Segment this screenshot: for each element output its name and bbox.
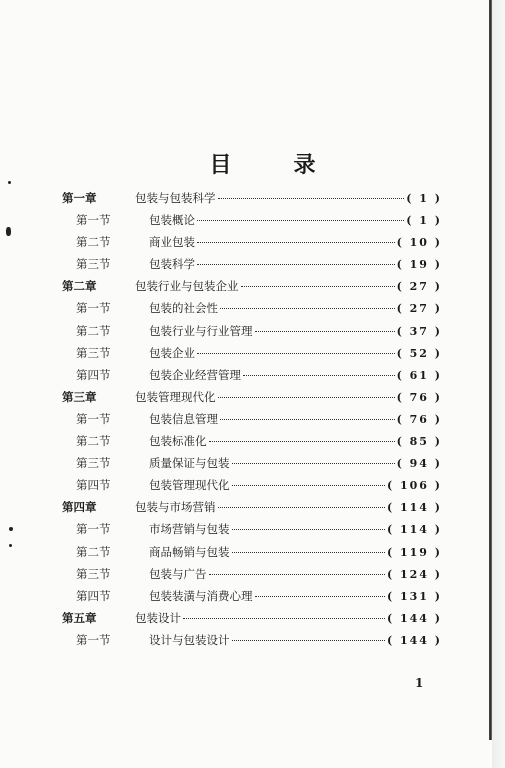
dot-leader (232, 463, 395, 464)
toc-section-row[interactable] (62, 323, 442, 345)
toc-section-row[interactable] (62, 521, 442, 543)
toc-entry-number: 第一章 (62, 191, 97, 205)
toc-section-row[interactable] (62, 433, 442, 455)
toc-section-row[interactable] (62, 345, 442, 367)
toc-entry-number: 第四节 (76, 367, 111, 382)
toc-chapter-row[interactable] (62, 278, 442, 300)
toc-entry-number: 第一节 (76, 301, 111, 316)
toc-entry-number: 第二节 (76, 323, 111, 338)
toc-entry-page: ( 76 ) (396, 412, 442, 426)
toc-entry-number: 第四节 (76, 478, 111, 493)
table-of-contents (62, 190, 442, 654)
page-title (10, 148, 505, 179)
toc-entry-page: ( 76 ) (396, 390, 442, 404)
toc-entry-page: ( 10 ) (396, 236, 442, 250)
dot-leader (183, 618, 385, 619)
toc-entry-page: ( 144 ) (386, 633, 442, 647)
toc-entry-number: 第三节 (76, 456, 111, 471)
toc-entry-title: 包装与包装科学 (135, 191, 216, 205)
toc-chapter-row[interactable] (62, 190, 442, 212)
toc-entry-page: ( 19 ) (396, 258, 442, 272)
dot-leader (220, 419, 395, 420)
toc-section-row[interactable] (62, 212, 442, 234)
toc-section-row[interactable] (62, 477, 442, 499)
dot-leader (220, 308, 395, 309)
toc-entry-number: 第五章 (62, 610, 97, 625)
toc-section-row[interactable] (62, 256, 442, 278)
toc-entry-page: ( 27 ) (396, 302, 442, 316)
toc-entry-page: ( 37 ) (396, 324, 442, 338)
toc-entry-number: 第三节 (76, 345, 111, 360)
toc-entry-title: 商品畅销与包装 (149, 544, 230, 559)
dot-leader (232, 529, 385, 530)
toc-section-row[interactable] (62, 632, 442, 654)
toc-section-row[interactable] (62, 300, 442, 322)
toc-entry-number: 第三节 (76, 566, 111, 581)
toc-entry-title: 包装企业 (149, 345, 195, 360)
toc-entry-page: ( 119 ) (386, 545, 442, 559)
toc-entry-title: 包装管理现代化 (135, 389, 216, 404)
toc-entry-number: 第一节 (76, 632, 111, 647)
toc-entry-number: 第一节 (76, 213, 111, 228)
toc-section-row[interactable] (62, 234, 442, 256)
toc-entry-title: 质量保证与包装 (149, 456, 230, 471)
toc-section-row[interactable] (62, 566, 442, 588)
page-number: 1 (415, 676, 424, 690)
scan-speck (9, 527, 13, 531)
toc-entry-number: 第一节 (76, 411, 111, 426)
dot-leader (243, 375, 395, 376)
toc-section-row[interactable] (62, 411, 442, 433)
scan-speck (6, 227, 11, 236)
toc-entry-number: 第二节 (76, 235, 111, 250)
dot-leader (197, 353, 395, 354)
toc-entry-page: ( 131 ) (386, 589, 442, 603)
toc-chapter-row[interactable] (62, 499, 442, 521)
toc-entry-title: 包装的社会性 (149, 301, 218, 316)
dot-leader (255, 331, 395, 332)
toc-entry-title: 包装概论 (149, 213, 195, 228)
toc-section-row[interactable] (62, 588, 442, 610)
toc-chapter-row[interactable] (62, 389, 442, 411)
dot-leader (241, 286, 395, 287)
toc-entry-title: 包装标准化 (149, 434, 207, 449)
toc-entry-title: 设计与包装设计 (149, 632, 230, 647)
binding-edge (489, 0, 492, 740)
title-char-1: 目 (209, 152, 232, 178)
toc-entry-number: 第四节 (76, 588, 111, 603)
toc-entry-number: 第四章 (62, 500, 97, 515)
toc-entry-page: ( 1 ) (406, 214, 442, 228)
scan-speck (9, 544, 12, 547)
dot-leader (209, 441, 395, 442)
toc-entry-title: 包装与广告 (149, 566, 207, 581)
toc-entry-number: 第二章 (62, 279, 97, 294)
toc-entry-number: 第二节 (76, 544, 111, 559)
dot-leader (255, 596, 385, 597)
toc-entry-page: ( 94 ) (396, 457, 442, 471)
dot-leader (197, 242, 395, 243)
page-edge-shadow (492, 0, 505, 768)
toc-entry-title: 包装装潢与消费心理 (149, 588, 253, 603)
dot-leader (197, 220, 404, 221)
toc-entry-title: 包装与市场营销 (135, 500, 216, 515)
toc-entry-title: 包装设计 (135, 610, 181, 625)
dot-leader (218, 507, 385, 508)
title-char-2: 录 (293, 152, 316, 178)
toc-chapter-row[interactable] (62, 610, 442, 632)
toc-entry-page: ( 85 ) (396, 435, 442, 449)
toc-entry-title: 包装信息管理 (149, 411, 218, 426)
toc-entry-number: 第三节 (76, 257, 111, 272)
toc-entry-page: ( 124 ) (386, 567, 442, 581)
toc-entry-page: ( 144 ) (386, 611, 442, 625)
toc-entry-page: ( 114 ) (386, 501, 442, 515)
toc-entry-page: ( 1 ) (406, 192, 442, 205)
toc-entry-number: 第一节 (76, 522, 111, 537)
dot-leader (218, 198, 405, 199)
toc-section-row[interactable] (62, 367, 442, 389)
toc-entry-title: 包装科学 (149, 257, 195, 272)
toc-entry-number: 第三章 (62, 389, 97, 404)
toc-entry-page: ( 106 ) (386, 479, 442, 493)
dot-leader (232, 552, 385, 553)
dot-leader (209, 574, 385, 575)
toc-entry-title: 市场营销与包装 (149, 522, 230, 537)
toc-entry-title: 包装行业与行业管理 (149, 323, 253, 338)
dot-leader (232, 640, 385, 641)
dot-leader (197, 264, 395, 265)
toc-entry-page: ( 114 ) (386, 523, 442, 537)
toc-section-row[interactable] (62, 544, 442, 566)
toc-entry-title: 商业包装 (149, 235, 195, 250)
dot-leader (232, 485, 385, 486)
toc-entry-page: ( 61 ) (396, 368, 442, 382)
toc-entry-title: 包装企业经营管理 (149, 367, 241, 382)
dot-leader (218, 397, 395, 398)
toc-entry-page: ( 27 ) (396, 280, 442, 294)
toc-entry-page: ( 52 ) (396, 346, 442, 360)
scan-speck (8, 181, 11, 184)
toc-section-row[interactable] (62, 455, 442, 477)
toc-entry-title: 包装管理现代化 (149, 478, 230, 493)
toc-entry-number: 第二节 (76, 434, 111, 449)
toc-entry-title: 包装行业与包装企业 (135, 279, 239, 294)
